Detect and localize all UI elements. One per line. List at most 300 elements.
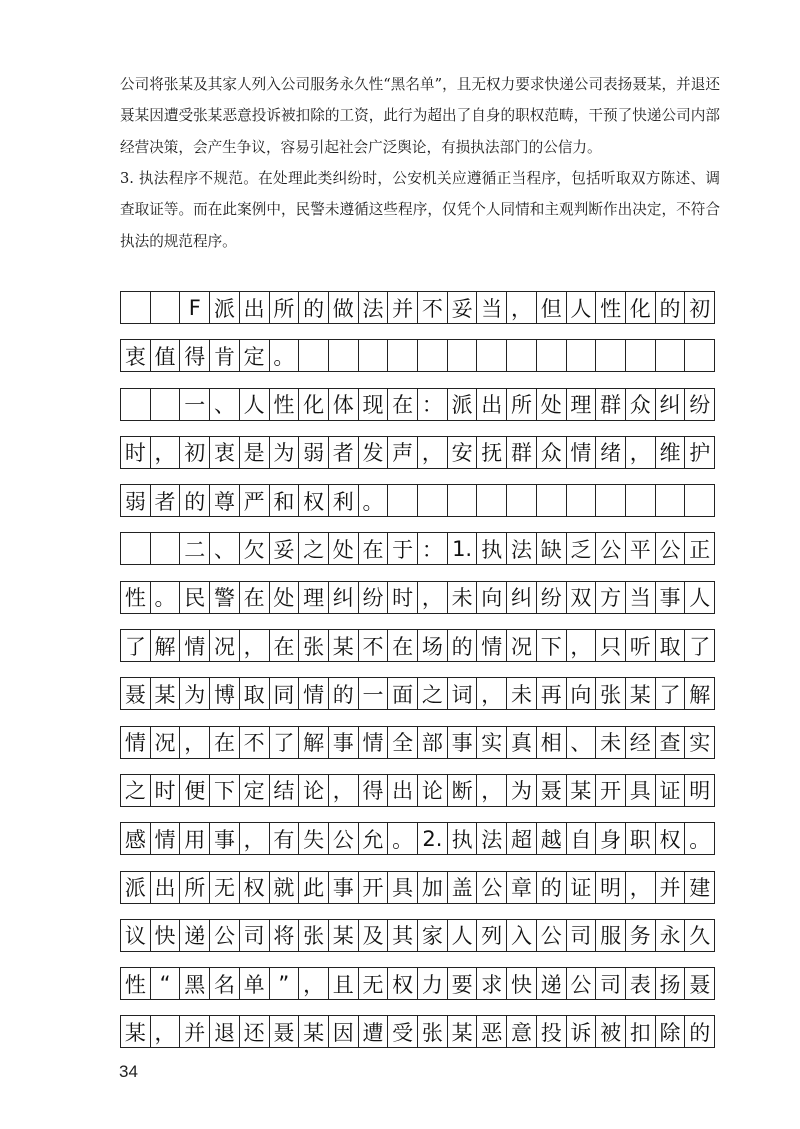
grid-cell: 有: [270, 823, 300, 854]
grid-cell: 纷: [359, 582, 389, 613]
grid-cell: 护: [685, 437, 715, 468]
grid-cell: 并: [388, 292, 418, 323]
grid-cell: [359, 340, 389, 371]
grid-cell: [567, 340, 597, 371]
grid-cell: [121, 292, 151, 323]
grid-cell: 用: [180, 823, 210, 854]
grid-cell: 受: [388, 1016, 418, 1047]
grid-cell: 维: [656, 437, 686, 468]
grid-cell: 安: [448, 437, 478, 468]
grid-cell: 。: [388, 823, 418, 854]
grid-cell: 在: [359, 533, 389, 564]
grid-cell: 服: [596, 920, 626, 951]
grid-cell: 于: [388, 533, 418, 564]
grid-cell: 退: [210, 1016, 240, 1047]
grid-row: [120, 1015, 715, 1048]
grid-cell: 允: [359, 823, 389, 854]
grid-cell: 利: [329, 485, 359, 516]
grid-cell: 论: [418, 775, 448, 806]
grid-cell: 者: [151, 485, 181, 516]
grid-cell: 当: [477, 292, 507, 323]
grid-cell: 法: [359, 292, 389, 323]
grid-cell: 公: [329, 823, 359, 854]
grid-row: [120, 726, 715, 759]
grid-cell: [626, 340, 656, 371]
grid-cell: 不: [359, 630, 389, 661]
grid-cell: 的: [329, 678, 359, 709]
grid-cell: 正: [685, 533, 715, 564]
grid-cell: 务: [626, 920, 656, 951]
grid-cell: 值: [151, 340, 181, 371]
grid-cell: 遭: [359, 1016, 389, 1047]
grid-cell: [685, 485, 715, 516]
grid-cell: 求: [477, 968, 507, 999]
grid-cell: 入: [507, 920, 537, 951]
grid-cell: 情: [151, 823, 181, 854]
grid-cell: ，: [329, 775, 359, 806]
grid-cell: 出: [151, 872, 181, 903]
grid-cell: 权: [388, 968, 418, 999]
grid-cell: 无: [210, 872, 240, 903]
grid-cell: 在: [240, 582, 270, 613]
grid-cell: 明: [685, 775, 715, 806]
grid-cell: 定: [240, 775, 270, 806]
grid-cell: 意: [507, 1016, 537, 1047]
grid-cell: 2.: [418, 823, 448, 854]
page-number: 34: [119, 1062, 138, 1081]
grid-cell: 具: [388, 872, 418, 903]
grid-cell: 为: [507, 775, 537, 806]
grid-cell: 情: [121, 727, 151, 758]
grid-cell: 下: [210, 775, 240, 806]
grid-cell: 诉: [567, 1016, 597, 1047]
grid-cell: 聂: [121, 678, 151, 709]
grid-cell: 之: [418, 678, 448, 709]
grid-cell: 章: [507, 872, 537, 903]
grid-cell: 众: [537, 437, 567, 468]
grid-cell: 取: [240, 678, 270, 709]
grid-cell: 聂: [685, 968, 715, 999]
grid-cell: 纠: [656, 389, 686, 420]
grid-cell: 得: [359, 775, 389, 806]
grid-cell: 所: [270, 292, 300, 323]
grid-cell: 、: [210, 533, 240, 564]
grid-cell: 聂: [537, 775, 567, 806]
grid-cell: 听: [626, 630, 656, 661]
grid-cell: 发: [359, 437, 389, 468]
grid-cell: 派: [448, 389, 478, 420]
grid-cell: 快: [507, 968, 537, 999]
grid-row: [120, 388, 715, 421]
grid-cell: 未: [448, 582, 478, 613]
grid-row: [120, 581, 715, 614]
grid-cell: 某: [448, 1016, 478, 1047]
grid-cell: ：: [418, 389, 448, 420]
grid-cell: 其: [388, 920, 418, 951]
grid-cell: 、: [210, 389, 240, 420]
grid-cell: 处: [270, 582, 300, 613]
grid-cell: 。: [270, 340, 300, 371]
grid-cell: 经: [626, 727, 656, 758]
grid-cell: [507, 485, 537, 516]
grid-cell: 众: [626, 389, 656, 420]
grid-cell: 抚: [477, 437, 507, 468]
grid-row: [120, 967, 715, 1000]
grid-cell: [151, 389, 181, 420]
grid-cell: 。: [151, 582, 181, 613]
grid-cell: 了: [121, 630, 151, 661]
grid-cell: 相: [537, 727, 567, 758]
grid-cell: 一: [359, 678, 389, 709]
grid-cell: 现: [359, 389, 389, 420]
grid-cell: 向: [477, 582, 507, 613]
grid-cell: 向: [567, 678, 597, 709]
grid-cell: 实: [685, 727, 715, 758]
grid-cell: [537, 485, 567, 516]
printed-paragraph-2: 3. 执法程序不规范。在处理此类纠纷时，公安机关应遵循正当程序，包括听取双方陈述、调查取证等。而在此案例中，民警未遵循这些程序，仅凭个人同情和主观判断作出决定，不符合执法的规范程序。: [120, 170, 720, 250]
grid-row: [120, 822, 715, 855]
grid-cell: 实: [477, 727, 507, 758]
grid-cell: 了: [656, 678, 686, 709]
grid-cell: ：: [418, 533, 448, 564]
grid-cell: 出: [240, 292, 270, 323]
grid-cell: 声: [388, 437, 418, 468]
grid-cell: 群: [596, 389, 626, 420]
grid-cell: 在: [270, 630, 300, 661]
grid-cell: 除: [656, 1016, 686, 1047]
grid-cell: [537, 340, 567, 371]
grid-cell: 张: [596, 678, 626, 709]
grid-row: [120, 871, 715, 904]
grid-cell: 的: [180, 485, 210, 516]
grid-cell: 场: [418, 630, 448, 661]
grid-cell: 职: [626, 823, 656, 854]
grid-cell: 某: [567, 775, 597, 806]
grid-cell: F: [180, 292, 210, 323]
grid-cell: 扬: [656, 968, 686, 999]
grid-cell: ，: [180, 727, 210, 758]
grid-cell: 取: [656, 630, 686, 661]
grid-cell: 时: [388, 582, 418, 613]
grid-cell: 肯: [210, 340, 240, 371]
grid-cell: ，: [418, 437, 448, 468]
grid-cell: 证: [567, 872, 597, 903]
grid-cell: ，: [477, 775, 507, 806]
grid-row: [120, 774, 715, 807]
grid-cell: 结: [270, 775, 300, 806]
grid-cell: 张: [299, 630, 329, 661]
grid-cell: 便: [180, 775, 210, 806]
handwritten-answer-grid: [120, 291, 715, 1064]
grid-cell: 某: [329, 630, 359, 661]
grid-cell: 执: [448, 823, 478, 854]
grid-cell: 就: [270, 872, 300, 903]
grid-cell: ，: [567, 630, 597, 661]
grid-cell: 断: [448, 775, 478, 806]
grid-cell: 人: [448, 920, 478, 951]
grid-cell: 妥: [270, 533, 300, 564]
grid-cell: 性: [270, 389, 300, 420]
grid-cell: ，: [240, 823, 270, 854]
grid-cell: [121, 389, 151, 420]
grid-cell: 黑: [180, 968, 210, 999]
grid-cell: 了: [270, 727, 300, 758]
grid-cell: 事: [656, 582, 686, 613]
grid-cell: 权: [240, 872, 270, 903]
grid-cell: 法: [507, 533, 537, 564]
grid-cell: 缺: [537, 533, 567, 564]
grid-cell: 理: [567, 389, 597, 420]
grid-cell: 越: [537, 823, 567, 854]
grid-cell: 。: [685, 823, 715, 854]
grid-cell: 警: [210, 582, 240, 613]
grid-cell: 执: [477, 533, 507, 564]
grid-cell: 司: [567, 920, 597, 951]
grid-cell: 方: [596, 582, 626, 613]
grid-cell: 及: [359, 920, 389, 951]
grid-cell: [626, 485, 656, 516]
grid-cell: ，: [151, 437, 181, 468]
grid-cell: 全: [388, 727, 418, 758]
grid-cell: 未: [507, 678, 537, 709]
grid-cell: 张: [299, 920, 329, 951]
grid-cell: 事: [329, 727, 359, 758]
grid-cell: 恶: [477, 1016, 507, 1047]
grid-cell: [418, 485, 448, 516]
grid-cell: 某: [299, 1016, 329, 1047]
grid-cell: 某: [151, 678, 181, 709]
grid-cell: 同: [270, 678, 300, 709]
grid-cell: [656, 340, 686, 371]
grid-cell: 公: [477, 872, 507, 903]
grid-cell: 为: [180, 678, 210, 709]
grid-cell: 出: [477, 389, 507, 420]
grid-cell: ，: [626, 437, 656, 468]
grid-cell: 此: [299, 872, 329, 903]
grid-cell: 司: [240, 920, 270, 951]
grid-cell: 不: [240, 727, 270, 758]
grid-cell: ，: [151, 1016, 181, 1047]
grid-cell: 事: [448, 727, 478, 758]
grid-cell: 身: [596, 823, 626, 854]
grid-cell: 民: [180, 582, 210, 613]
grid-cell: [151, 292, 181, 323]
grid-cell: 纷: [685, 389, 715, 420]
grid-cell: 列: [477, 920, 507, 951]
grid-cell: 加: [418, 872, 448, 903]
grid-cell: 人: [567, 292, 597, 323]
grid-cell: 公: [537, 920, 567, 951]
grid-cell: 衷: [121, 340, 151, 371]
grid-cell: 人: [685, 582, 715, 613]
grid-cell: 绪: [596, 437, 626, 468]
grid-cell: 某: [329, 920, 359, 951]
grid-cell: 况: [507, 630, 537, 661]
grid-cell: 投: [537, 1016, 567, 1047]
grid-cell: 解: [299, 727, 329, 758]
grid-row: [120, 629, 715, 662]
grid-cell: 时: [151, 775, 181, 806]
grid-cell: 开: [359, 872, 389, 903]
grid-cell: 平: [626, 533, 656, 564]
grid-cell: 单: [240, 968, 270, 999]
grid-cell: 双: [567, 582, 597, 613]
grid-cell: 纠: [329, 582, 359, 613]
grid-cell: 。: [359, 485, 389, 516]
grid-cell: 证: [656, 775, 686, 806]
grid-cell: 情: [180, 630, 210, 661]
grid-cell: 盖: [448, 872, 478, 903]
grid-cell: 久: [685, 920, 715, 951]
grid-cell: 解: [151, 630, 181, 661]
grid-cell: 当: [626, 582, 656, 613]
grid-cell: 弱: [121, 485, 151, 516]
grid-cell: 要: [448, 968, 478, 999]
grid-cell: 递: [537, 968, 567, 999]
grid-cell: 面: [388, 678, 418, 709]
grid-cell: 且: [329, 968, 359, 999]
grid-cell: 一: [180, 389, 210, 420]
grid-cell: 被: [596, 1016, 626, 1047]
grid-cell: 不: [418, 292, 448, 323]
grid-cell: 化: [299, 389, 329, 420]
grid-cell: 家: [418, 920, 448, 951]
grid-cell: 初: [685, 292, 715, 323]
grid-cell: 事: [329, 872, 359, 903]
grid-cell: [121, 533, 151, 564]
grid-cell: 定: [240, 340, 270, 371]
grid-cell: 所: [180, 872, 210, 903]
grid-cell: [685, 340, 715, 371]
grid-cell: [151, 533, 181, 564]
grid-cell: 情: [359, 727, 389, 758]
grid-cell: 欠: [240, 533, 270, 564]
grid-cell: 无: [359, 968, 389, 999]
grid-cell: [329, 340, 359, 371]
grid-cell: 失: [299, 823, 329, 854]
grid-row: [120, 291, 715, 324]
grid-cell: ，: [507, 292, 537, 323]
grid-cell: 自: [567, 823, 597, 854]
grid-row: [120, 436, 715, 469]
grid-cell: 者: [329, 437, 359, 468]
grid-cell: 但: [537, 292, 567, 323]
grid-cell: 永: [656, 920, 686, 951]
grid-cell: 了: [685, 630, 715, 661]
grid-cell: 做: [329, 292, 359, 323]
grid-cell: 况: [151, 727, 181, 758]
grid-row: [120, 532, 715, 565]
grid-cell: 开: [596, 775, 626, 806]
grid-cell: 为: [270, 437, 300, 468]
grid-cell: 议: [121, 920, 151, 951]
grid-cell: 派: [210, 292, 240, 323]
grid-cell: 乏: [567, 533, 597, 564]
grid-cell: 部: [418, 727, 448, 758]
grid-cell: 未: [596, 727, 626, 758]
grid-cell: ，: [477, 678, 507, 709]
grid-cell: 衷: [210, 437, 240, 468]
grid-cell: 真: [507, 727, 537, 758]
grid-cell: ”: [270, 968, 300, 999]
grid-cell: 法: [477, 823, 507, 854]
grid-cell: 词: [448, 678, 478, 709]
grid-cell: 权: [656, 823, 686, 854]
grid-cell: 性: [121, 582, 151, 613]
grid-cell: 将: [270, 920, 300, 951]
grid-cell: 公: [656, 533, 686, 564]
grid-cell: 张: [418, 1016, 448, 1047]
grid-cell: “: [151, 968, 181, 999]
printed-paragraph-1: 公司将张某及其家人列入公司服务永久性“黑名单”，且无权力要求快递公司表扬聂某，并退还聂某因遭受张某恶意投诉被扣除的工资，此行为超出了自身的职权范畴，干预了快递公司内部经营决策，会产生争议，容易引起社会广泛舆论，有损执法部门的公信力。: [120, 76, 720, 156]
grid-cell: 纠: [507, 582, 537, 613]
grid-cell: 况: [210, 630, 240, 661]
grid-cell: 名: [210, 968, 240, 999]
grid-cell: 某: [121, 1016, 151, 1047]
grid-cell: ，: [240, 630, 270, 661]
grid-cell: 公: [210, 920, 240, 951]
grid-cell: 超: [507, 823, 537, 854]
grid-cell: 出: [388, 775, 418, 806]
grid-row: [120, 919, 715, 952]
grid-cell: 情: [477, 630, 507, 661]
grid-cell: 得: [180, 340, 210, 371]
grid-cell: [596, 340, 626, 371]
grid-cell: 派: [121, 872, 151, 903]
grid-cell: 性: [121, 968, 151, 999]
grid-cell: 初: [180, 437, 210, 468]
grid-cell: ，: [626, 872, 656, 903]
grid-cell: 时: [121, 437, 151, 468]
grid-cell: 表: [626, 968, 656, 999]
grid-cell: [299, 340, 329, 371]
grid-cell: 处: [329, 533, 359, 564]
grid-cell: 权: [299, 485, 329, 516]
grid-cell: 查: [656, 727, 686, 758]
grid-cell: 聂: [270, 1016, 300, 1047]
grid-cell: 某: [626, 678, 656, 709]
grid-cell: [567, 485, 597, 516]
grid-cell: ，: [299, 968, 329, 999]
grid-cell: 纷: [537, 582, 567, 613]
grid-cell: 在: [388, 630, 418, 661]
grid-cell: [507, 340, 537, 371]
grid-cell: [477, 485, 507, 516]
grid-cell: 感: [121, 823, 151, 854]
grid-cell: 化: [626, 292, 656, 323]
grid-cell: 的: [537, 872, 567, 903]
grid-row: [120, 484, 715, 517]
grid-cell: 只: [596, 630, 626, 661]
grid-cell: 理: [299, 582, 329, 613]
grid-cell: 尊: [210, 485, 240, 516]
grid-cell: 性: [596, 292, 626, 323]
grid-cell: 之: [299, 533, 329, 564]
grid-row: [120, 677, 715, 710]
grid-cell: 司: [596, 968, 626, 999]
grid-cell: 的: [685, 1016, 715, 1047]
grid-cell: 具: [626, 775, 656, 806]
grid-cell: 还: [240, 1016, 270, 1047]
grid-cell: 再: [537, 678, 567, 709]
grid-cell: 群: [507, 437, 537, 468]
grid-cell: 、: [567, 727, 597, 758]
grid-cell: [448, 485, 478, 516]
grid-cell: ，: [418, 582, 448, 613]
grid-cell: 在: [210, 727, 240, 758]
grid-cell: 论: [299, 775, 329, 806]
grid-cell: 公: [596, 533, 626, 564]
